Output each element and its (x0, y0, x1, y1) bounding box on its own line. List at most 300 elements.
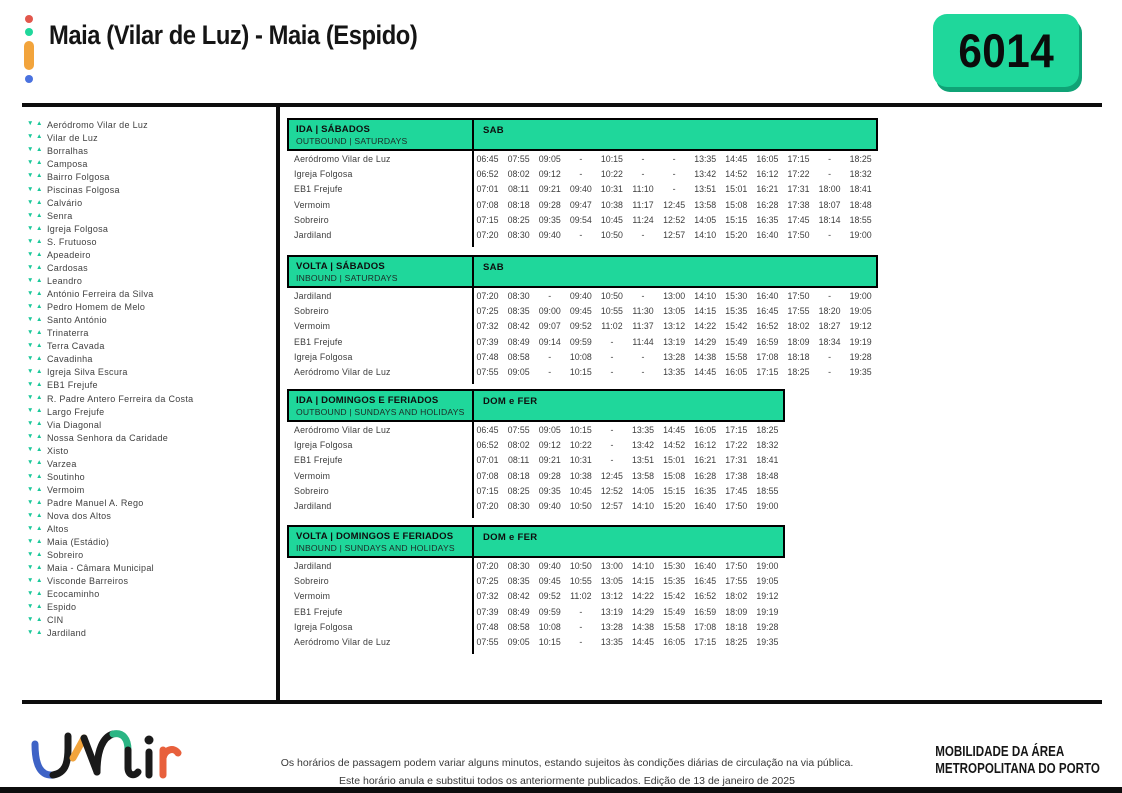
sidebar-stop-item (27, 366, 273, 379)
time-cell: 08:02 (507, 439, 530, 450)
time-cell: 14:22 (632, 591, 655, 602)
sidebar-stop-item (27, 235, 273, 248)
time-cell: 08:11 (507, 184, 530, 195)
time-cell: - (641, 290, 645, 301)
route-number-badge (933, 14, 1079, 87)
stop-name: Aeródromo Vilar de Luz (294, 637, 391, 648)
stop-name: Jardiland (294, 560, 332, 571)
stop-label: Largo Frejufe (47, 406, 105, 417)
vertical-divider (276, 107, 280, 703)
orange-bar-icon (24, 41, 34, 70)
time-cell: 16:05 (756, 153, 779, 164)
time-cell: 16:45 (694, 575, 717, 586)
time-cell: 17:08 (756, 351, 779, 362)
sidebar-stop-item (27, 340, 273, 353)
triangle-down-icon: ▼ (27, 472, 34, 480)
time-cell: 10:15 (538, 637, 561, 648)
stop-label: Bairro Folgosa (47, 171, 110, 182)
stop-label: Cavadinha (47, 354, 93, 365)
triangle-down-icon: ▼ (27, 433, 34, 441)
time-cell: 18:09 (725, 606, 748, 617)
time-cell: 07:48 (476, 621, 499, 632)
sidebar-stop-item (27, 288, 273, 301)
triangle-down-icon: ▼ (27, 185, 34, 193)
time-cell: 17:55 (787, 305, 810, 316)
triangle-up-icon: ▲ (36, 537, 43, 545)
stop-name: EB1 Frejufe (294, 606, 343, 617)
time-cell: - (672, 168, 676, 179)
sidebar-stop-item (27, 392, 273, 405)
sidebar-stop-item (27, 196, 273, 209)
timetable-row (287, 437, 785, 452)
time-cell: 15:20 (663, 501, 686, 512)
triangle-up-icon: ▲ (36, 446, 43, 454)
triangle-up-icon: ▲ (36, 120, 43, 128)
time-cell: 12:52 (600, 485, 623, 496)
time-cell: 16:35 (694, 485, 717, 496)
timetable-body (287, 422, 785, 514)
time-cell: 06:52 (476, 168, 499, 179)
time-cell: - (579, 168, 583, 179)
time-cell: 18:25 (725, 637, 748, 648)
sidebar-stop-item (27, 301, 273, 314)
time-cell: 09:52 (569, 321, 592, 332)
stop-name: Igreja Folgosa (294, 439, 353, 450)
disclaimer-line2: Este horário anula e substitui todos os anteriormente publicados. Edição de 13 de janeiro de 2025 (339, 775, 795, 787)
time-cell: 07:25 (476, 575, 499, 586)
time-cell: 14:05 (694, 214, 717, 225)
timetable-row (287, 303, 878, 318)
time-cell: 18:02 (787, 321, 810, 332)
time-cell: 16:12 (756, 168, 779, 179)
time-cell: 15:49 (663, 606, 686, 617)
time-cell: 09:40 (569, 290, 592, 301)
timetable-row (287, 182, 878, 197)
time-cell: 15:42 (663, 591, 686, 602)
sidebar-stop-item (27, 509, 273, 522)
stop-label: Espido (47, 602, 77, 613)
triangle-down-icon: ▼ (27, 368, 34, 376)
time-cell: 09:28 (538, 470, 561, 481)
triangle-up-icon: ▲ (36, 576, 43, 584)
stop-label: Padre Manuel A. Rego (47, 497, 144, 508)
time-cell: 19:28 (849, 351, 872, 362)
time-cell: 07:20 (476, 501, 499, 512)
time-cell: 07:01 (476, 455, 499, 466)
triangle-up-icon: ▲ (36, 616, 43, 624)
time-cell: 08:30 (507, 560, 530, 571)
time-cell: - (641, 153, 645, 164)
time-cell: 09:59 (569, 336, 592, 347)
time-cell: - (828, 230, 832, 241)
time-cell: 07:15 (476, 485, 499, 496)
timetable-title-pt: IDA | DOMINGOS E FERIADOS (296, 395, 439, 406)
time-cell: 13:58 (632, 470, 655, 481)
time-cell: 07:15 (476, 214, 499, 225)
time-cell: - (579, 606, 583, 617)
time-cell: - (610, 439, 614, 450)
time-cell: 10:38 (600, 199, 623, 210)
stop-name: Jardiland (294, 501, 332, 512)
timetable-title-pt: VOLTA | DOMINGOS E FERIADOS (296, 531, 454, 542)
timetable-body (287, 151, 878, 243)
stop-label: Ecocaminho (47, 589, 100, 600)
stop-label: Pedro Homem de Melo (47, 302, 146, 313)
stop-name: Aeródromo Vilar de Luz (294, 153, 391, 164)
triangle-down-icon: ▼ (27, 446, 34, 454)
timetable-volta-sabados (287, 255, 878, 380)
time-cell: 16:12 (694, 439, 717, 450)
time-cell: 13:58 (694, 199, 717, 210)
timetable-volta-domingos (287, 525, 785, 650)
time-cell: 07:55 (476, 637, 499, 648)
stop-label: Jardiland (47, 628, 87, 639)
stop-name: Vermoim (294, 199, 331, 210)
time-cell: 10:15 (569, 367, 592, 378)
triangle-down-icon: ▼ (27, 485, 34, 493)
timetable-row (287, 483, 785, 498)
time-cell: 13:28 (600, 621, 623, 632)
time-cell: 17:31 (725, 455, 748, 466)
timetable-title-en: OUTBOUND | SUNDAYS AND HOLIDAYS (296, 407, 465, 417)
time-cell: 19:00 (849, 290, 872, 301)
stop-name: Sobreiro (294, 485, 329, 496)
triangle-up-icon: ▲ (36, 420, 43, 428)
stop-name: Aeródromo Vilar de Luz (294, 367, 391, 378)
time-cell: 15:20 (725, 230, 748, 241)
triangle-down-icon: ▼ (27, 603, 34, 610)
sidebar-stop-item (27, 209, 273, 222)
time-cell: 08:30 (507, 290, 530, 301)
time-cell: 09:40 (538, 560, 561, 571)
triangle-up-icon: ▲ (36, 329, 43, 337)
timetable-body (287, 558, 785, 650)
triangle-down-icon: ▼ (27, 524, 34, 532)
time-cell: 08:30 (507, 230, 530, 241)
time-cell: 15:15 (663, 485, 686, 496)
time-cell: 10:22 (569, 439, 592, 450)
time-cell: 16:05 (663, 637, 686, 648)
time-cell: 18:18 (787, 351, 810, 362)
time-cell: 18:18 (725, 621, 748, 632)
time-cell: 16:52 (756, 321, 779, 332)
stop-label: Maia (Estádio) (47, 537, 110, 548)
triangle-up-icon: ▲ (36, 603, 43, 610)
time-cell: 11:10 (632, 184, 654, 195)
time-cell: 12:57 (663, 230, 686, 241)
timetable-row (287, 319, 878, 334)
sidebar-stop-item (27, 575, 273, 588)
time-cell: 08:58 (507, 621, 530, 632)
time-cell: 06:45 (476, 153, 499, 164)
time-cell: 08:02 (507, 168, 530, 179)
time-cell: 08:18 (507, 470, 530, 481)
time-cell: 15:01 (663, 455, 686, 466)
time-cell: 10:31 (569, 455, 592, 466)
time-cell: 10:55 (600, 305, 623, 316)
stop-label: Maia - Câmara Municipal (47, 563, 154, 574)
stop-name: EB1 Frejufe (294, 455, 343, 466)
time-cell: 08:49 (507, 606, 530, 617)
time-cell: 13:42 (632, 439, 655, 450)
triangle-up-icon: ▲ (36, 342, 43, 350)
time-cell: 08:35 (507, 575, 530, 586)
triangle-up-icon: ▲ (36, 289, 43, 297)
stop-label: Soutinho (47, 471, 85, 482)
time-cell: 16:45 (756, 305, 779, 316)
stop-label: Camposa (47, 158, 88, 169)
time-cell: 18:02 (725, 591, 748, 602)
time-cell: - (828, 153, 832, 164)
timetable-header (287, 389, 785, 422)
time-cell: 08:35 (507, 305, 530, 316)
time-cell: 16:05 (694, 424, 717, 435)
time-cell: 15:01 (725, 184, 748, 195)
time-cell: 19:28 (756, 621, 779, 632)
triangle-up-icon: ▲ (36, 498, 43, 506)
time-cell: 12:52 (663, 214, 686, 225)
triangle-down-icon: ▼ (27, 381, 34, 389)
time-cell: 14:15 (694, 305, 717, 316)
stop-label: Visconde Barreiros (47, 576, 129, 587)
time-cell: 14:52 (663, 439, 686, 450)
stop-label: S. Frutuoso (47, 236, 97, 247)
time-cell: 13:05 (600, 575, 623, 586)
time-cell: 07:20 (476, 230, 499, 241)
time-cell: 16:28 (756, 199, 779, 210)
triangle-down-icon: ▼ (27, 355, 34, 363)
time-cell: 18:41 (756, 455, 779, 466)
triangle-down-icon: ▼ (27, 302, 34, 310)
time-cell: - (548, 367, 552, 378)
time-cell: 17:08 (694, 621, 717, 632)
triangle-up-icon: ▲ (36, 146, 43, 154)
time-cell: 07:39 (476, 336, 499, 347)
time-cell: 08:30 (507, 501, 530, 512)
timetable-row (287, 288, 878, 303)
timetable-header-left (289, 120, 474, 149)
time-cell: 16:05 (725, 367, 748, 378)
sidebar-stop-item (27, 327, 273, 340)
time-cell: 17:15 (694, 637, 717, 648)
time-cell: 19:00 (756, 560, 779, 571)
timetable-ida-sabados (287, 118, 878, 243)
time-cell: 17:22 (725, 439, 748, 450)
time-cell: 14:10 (694, 230, 717, 241)
amp-brand (935, 744, 1100, 778)
time-cell: - (579, 153, 583, 164)
timetable-row (287, 619, 785, 634)
time-cell: - (610, 351, 614, 362)
column-divider (472, 118, 474, 247)
stop-label: Calvário (47, 197, 83, 208)
triangle-up-icon: ▲ (36, 315, 43, 323)
stop-name: Sobreiro (294, 575, 329, 586)
time-cell: 17:45 (725, 485, 748, 496)
stop-label: Nossa Senhora da Caridade (47, 432, 169, 443)
time-cell: 17:50 (725, 560, 748, 571)
time-cell: 14:52 (725, 168, 748, 179)
triangle-up-icon: ▲ (36, 459, 43, 467)
time-cell: 09:40 (569, 184, 592, 195)
time-cell: 15:35 (663, 575, 686, 586)
stop-name: EB1 Frejufe (294, 184, 343, 195)
timetable-header (287, 255, 878, 288)
stops-list (27, 118, 273, 640)
sidebar-stop-item (27, 262, 273, 275)
sidebar-stop-item (27, 431, 273, 444)
stop-label: Borralhas (47, 145, 89, 156)
triangle-down-icon: ▼ (27, 237, 34, 245)
time-cell: 13:35 (632, 424, 655, 435)
timetable-title-en: INBOUND | SATURDAYS (296, 273, 398, 283)
stop-label: Altos (47, 523, 69, 534)
timetable-title-en: INBOUND | SUNDAYS AND HOLIDAYS (296, 543, 455, 553)
time-cell: 10:45 (600, 214, 623, 225)
stop-name: Igreja Folgosa (294, 168, 353, 179)
stop-label: Sobreiro (47, 550, 84, 561)
time-cell: 07:32 (476, 591, 499, 602)
triangle-up-icon: ▲ (36, 589, 43, 597)
time-cell: 14:05 (632, 485, 655, 496)
time-cell: 07:39 (476, 606, 499, 617)
time-cell: 15:58 (663, 621, 686, 632)
triangle-down-icon: ▼ (27, 550, 34, 558)
time-cell: 09:05 (507, 637, 530, 648)
time-cell: 08:25 (507, 214, 530, 225)
time-cell: - (828, 290, 832, 301)
triangle-down-icon: ▼ (27, 211, 34, 219)
stop-label: Vermoim (47, 484, 85, 495)
triangle-down-icon: ▼ (27, 589, 34, 597)
triangle-down-icon: ▼ (27, 537, 34, 545)
timetable-title-pt: VOLTA | SÁBADOS (296, 261, 385, 272)
time-cell: 17:15 (725, 424, 748, 435)
time-cell: 09:35 (538, 214, 561, 225)
time-cell: 16:52 (694, 591, 717, 602)
time-cell: 08:49 (507, 336, 530, 347)
time-cell: 08:18 (507, 199, 530, 210)
time-cell: 17:38 (725, 470, 748, 481)
time-cell: 15:35 (725, 305, 748, 316)
footer-divider (22, 700, 1102, 704)
time-cell: 19:35 (849, 367, 872, 378)
time-cell: 14:10 (694, 290, 717, 301)
stop-name: Vermoim (294, 470, 331, 481)
time-cell: 09:12 (538, 439, 561, 450)
triangle-up-icon: ▲ (36, 472, 43, 480)
triangle-down-icon: ▼ (27, 407, 34, 415)
sidebar-stop-item (27, 562, 273, 575)
time-cell: 07:08 (476, 470, 499, 481)
time-cell: 10:45 (569, 485, 592, 496)
time-cell: 13:35 (600, 637, 623, 648)
triangle-down-icon: ▼ (27, 172, 34, 180)
route-line-icon (23, 15, 34, 83)
stop-label: Leandro (47, 276, 83, 287)
time-cell: 09:05 (538, 153, 561, 164)
column-divider (472, 389, 474, 518)
triangle-down-icon: ▼ (27, 276, 34, 284)
time-cell: 09:21 (538, 184, 561, 195)
time-cell: - (610, 336, 614, 347)
time-cell: - (641, 351, 645, 362)
time-cell: 16:40 (694, 501, 717, 512)
timetable-row (287, 212, 878, 227)
timetable-row (287, 227, 878, 242)
time-cell: 18:07 (818, 199, 841, 210)
time-cell: 09:12 (538, 168, 561, 179)
column-divider (472, 525, 474, 654)
triangle-down-icon: ▼ (27, 394, 34, 402)
time-cell: 18:25 (756, 424, 779, 435)
triangle-up-icon: ▲ (36, 511, 43, 519)
time-cell: 18:55 (756, 485, 779, 496)
time-cell: 12:45 (600, 470, 623, 481)
time-cell: 19:05 (756, 575, 779, 586)
time-cell: 09:05 (507, 367, 530, 378)
triangle-up-icon: ▲ (36, 185, 43, 193)
brand-line2: METROPOLITANA DO PORTO (935, 761, 1100, 778)
time-cell: 11:44 (632, 336, 654, 347)
stop-label: Via Diagonal (47, 419, 102, 430)
stop-label: Cardosas (47, 263, 88, 274)
timetable-title-pt: IDA | SÁBADOS (296, 124, 371, 135)
sidebar-stop-item (27, 549, 273, 562)
time-cell: 13:35 (663, 367, 686, 378)
triangle-up-icon: ▲ (36, 394, 43, 402)
red-dot-icon (25, 15, 33, 23)
time-cell: 13:19 (663, 336, 686, 347)
time-cell: 10:15 (600, 153, 623, 164)
timetable-header-left (289, 257, 474, 286)
time-cell: 13:51 (632, 455, 655, 466)
time-cell: 16:59 (756, 336, 779, 347)
time-cell: 17:50 (725, 501, 748, 512)
sidebar-stop-item (27, 483, 273, 496)
triangle-up-icon: ▲ (36, 550, 43, 558)
time-cell: 11:30 (632, 305, 654, 316)
time-cell: 06:45 (476, 424, 499, 435)
sidebar-stop-item (27, 314, 273, 327)
stop-name: Igreja Folgosa (294, 351, 353, 362)
time-cell: 17:38 (787, 199, 810, 210)
time-cell: 09:35 (538, 485, 561, 496)
sidebar-stop-item (27, 353, 273, 366)
triangle-down-icon: ▼ (27, 263, 34, 271)
time-cell: - (828, 351, 832, 362)
time-cell: - (641, 367, 645, 378)
page-title: Maia (Vilar de Luz) - Maia (Espido) (49, 20, 418, 50)
stop-label: Vilar de Luz (47, 132, 98, 143)
sidebar-stop-item (27, 614, 273, 627)
time-cell: 11:24 (632, 214, 654, 225)
time-cell: - (548, 290, 552, 301)
time-cell: 15:15 (725, 214, 748, 225)
stop-label: Trinaterra (47, 328, 89, 339)
column-divider (472, 255, 474, 384)
time-cell: 14:29 (694, 336, 717, 347)
time-cell: - (828, 168, 832, 179)
time-cell: - (548, 351, 552, 362)
time-cell: 16:40 (756, 290, 779, 301)
time-cell: 09:54 (569, 214, 592, 225)
stop-label: Piscinas Folgosa (47, 184, 120, 195)
triangle-up-icon: ▲ (36, 133, 43, 141)
timetable-body (287, 288, 878, 380)
timetable-row (287, 498, 785, 513)
stop-name: Vermoim (294, 321, 331, 332)
